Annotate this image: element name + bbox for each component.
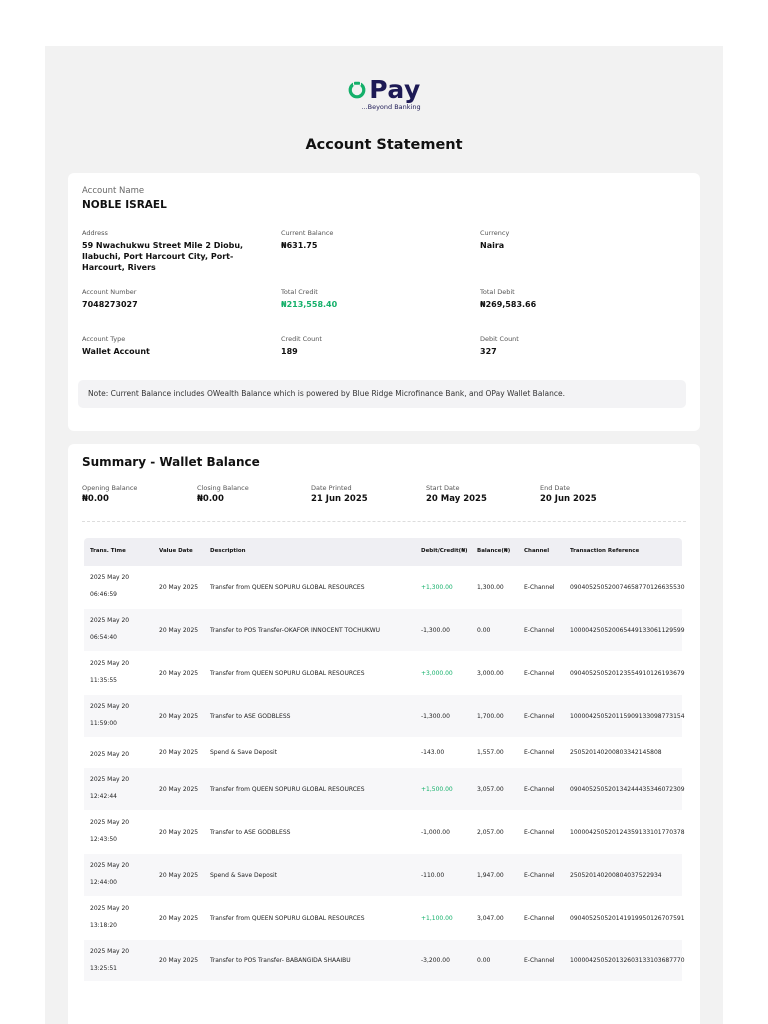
cell-amount: +1,500.00	[421, 785, 453, 793]
cell-transaction-reference: 250520140200803342145808	[570, 749, 662, 756]
cell-trans-time: 2025 May 20 06:54:40	[90, 617, 130, 641]
cell-description: Transfer from QUEEN SOPURU GLOBAL RESOURCES	[210, 669, 365, 677]
opening-balance-value: ₦0.00	[82, 494, 109, 504]
cell-transaction-reference: 100004250520065449133061129599	[570, 626, 685, 634]
cell-amount: -110.00	[421, 871, 445, 879]
logo-brand-text: Pay	[369, 75, 421, 104]
debit-count-label: Debit Count	[480, 335, 519, 343]
cell-trans-time: 2025 May 20 12:43:50	[90, 819, 130, 843]
header-value-date: Value Date	[159, 548, 193, 554]
cell-description: Transfer to ASE GODBLESS	[210, 712, 291, 720]
cell-channel: E-Channel	[524, 626, 555, 634]
opay-logo	[45, 76, 723, 111]
cell-trans-time: 2025 May 20 11:35:55	[90, 660, 130, 684]
opening-balance-label: Opening Balance	[82, 484, 138, 492]
account-details-card	[68, 173, 700, 431]
date-printed-label: Date Printed	[311, 484, 352, 492]
cell-transaction-reference: 100004250520115909133098773154	[570, 712, 685, 720]
cell-balance: 3,057.00	[477, 785, 504, 793]
cell-description: Transfer from QUEEN SOPURU GLOBAL RESOURCES	[210, 914, 365, 922]
end-date-label: End Date	[540, 484, 570, 492]
credit-count-value: 189	[281, 347, 298, 356]
cell-amount: -1,300.00	[421, 626, 450, 634]
cell-amount: -3,200.00	[421, 957, 450, 964]
logo-tagline: ...Beyond Banking	[361, 103, 421, 111]
table-row	[84, 695, 685, 738]
cell-trans-time: 2025 May 20 12:44:00	[90, 862, 130, 886]
cell-description: Transfer from QUEEN SOPURU GLOBAL RESOURCES	[210, 785, 365, 793]
cell-trans-time: 2025 May 20 13:18:20	[90, 905, 130, 929]
cell-balance: 0.00	[477, 626, 491, 634]
table-row	[84, 811, 685, 854]
cell-trans-time: 2025 May 20 12:42:44	[90, 776, 130, 800]
address-value: 59 Nwachukwu Street Mile 2 Diobu, Ilabuchi, Port Harcourt City, Port-Harcourt, Rivers	[82, 241, 244, 272]
total-credit-label: Total Credit	[281, 288, 318, 296]
closing-balance-value: ₦0.00	[197, 494, 224, 504]
current-balance-label: Current Balance	[281, 229, 334, 237]
table-row	[84, 738, 682, 768]
account-type-label: Account Type	[82, 335, 126, 343]
debit-count-value: 327	[480, 347, 497, 356]
currency-value: Naira	[480, 241, 505, 250]
transactions-table	[84, 538, 685, 982]
current-balance-value: ₦631.75	[281, 241, 318, 250]
cell-balance: 3,047.00	[477, 914, 504, 922]
cell-amount: -1,300.00	[421, 712, 450, 720]
total-credit-value: ₦213,558.40	[281, 300, 338, 309]
cell-value-date: 20 May 2025	[159, 749, 199, 756]
summary-title: Summary - Wallet Balance	[82, 455, 260, 469]
currency-label: Currency	[480, 229, 510, 237]
cell-transaction-reference: 090405250520074658770126635530	[570, 583, 685, 591]
cell-balance: 1,300.00	[477, 583, 504, 591]
cell-description: Spend & Save Deposit	[210, 749, 277, 756]
cell-value-date: 20 May 2025	[159, 828, 199, 836]
cell-description: Transfer to POS Transfer-OKAFOR INNOCENT TOCHUKWU	[210, 626, 381, 634]
cell-amount: -143.00	[421, 749, 445, 756]
cell-channel: E-Channel	[524, 871, 555, 879]
cell-trans-time: 2025 May 20	[90, 751, 130, 758]
date-printed-value: 21 Jun 2025	[311, 494, 368, 504]
table-row	[84, 897, 685, 940]
cell-channel: E-Channel	[524, 583, 555, 591]
table-row	[84, 609, 685, 652]
account-name: NOBLE ISRAEL	[82, 199, 167, 211]
cell-balance: 2,057.00	[477, 828, 504, 836]
table-row	[84, 768, 685, 811]
cell-value-date: 20 May 2025	[159, 871, 199, 879]
cell-transaction-reference: 090405250520134244435346072309	[570, 785, 685, 793]
cell-value-date: 20 May 2025	[159, 583, 199, 591]
summary-card	[68, 444, 700, 1024]
cell-value-date: 20 May 2025	[159, 785, 199, 793]
cell-transaction-reference: 100004250520124359133101770378	[570, 828, 685, 836]
cell-channel: E-Channel	[524, 828, 555, 836]
header-balance: Balance(₦)	[477, 548, 511, 554]
account-number-label: Account Number	[82, 288, 137, 296]
cell-balance: 1,557.00	[477, 749, 504, 756]
cell-balance: 3,000.00	[477, 669, 504, 677]
cell-transaction-reference: 250520140200804037522934	[570, 871, 662, 879]
header-trans-time: Trans. Time	[90, 548, 126, 554]
cell-balance: 0.00	[477, 957, 491, 964]
table-body	[84, 566, 685, 982]
end-date-value: 20 Jun 2025	[540, 494, 597, 504]
start-date-value: 20 May 2025	[426, 494, 487, 504]
statement-page	[45, 46, 723, 1024]
header-transaction-reference: Transaction Reference	[570, 548, 640, 554]
table-row	[84, 652, 685, 695]
cell-amount: +1,300.00	[421, 583, 453, 591]
cell-value-date: 20 May 2025	[159, 957, 199, 964]
cell-transaction-reference: 090405250520141919950126707591	[570, 914, 685, 922]
table-row	[84, 940, 685, 982]
cell-value-date: 20 May 2025	[159, 626, 199, 634]
cell-balance: 1,947.00	[477, 871, 504, 879]
cell-amount: -1,000.00	[421, 828, 450, 836]
total-debit-value: ₦269,583.66	[480, 300, 537, 309]
cell-value-date: 20 May 2025	[159, 669, 199, 677]
cell-balance: 1,700.00	[477, 712, 504, 720]
cell-description: Transfer from QUEEN SOPURU GLOBAL RESOURCES	[210, 583, 365, 591]
page-title: Account Statement	[305, 137, 463, 153]
header-channel: Channel	[524, 548, 550, 554]
summary-divider	[82, 521, 686, 522]
cell-channel: E-Channel	[524, 669, 555, 677]
cell-channel: E-Channel	[524, 914, 555, 922]
cell-value-date: 20 May 2025	[159, 712, 199, 720]
table-row	[84, 566, 685, 609]
table-header-row	[84, 538, 682, 566]
cell-transaction-reference: 100004250520132603133103687770	[570, 957, 685, 964]
account-name-label: Account Name	[82, 186, 145, 196]
cell-amount: +1,100.00	[421, 914, 453, 922]
table-row	[84, 854, 682, 897]
cell-trans-time: 2025 May 20 13:25:51	[90, 948, 130, 972]
cell-channel: E-Channel	[524, 957, 555, 964]
cell-description: Transfer to POS Transfer- BABANGIDA SHAAIBU	[210, 957, 351, 964]
cell-value-date: 20 May 2025	[159, 914, 199, 922]
account-type-value: Wallet Account	[82, 347, 150, 356]
balance-note: Note: Current Balance includes OWealth Balance which is powered by Blue Ridge Microfinance Bank, and OPay Wallet Balance.	[78, 380, 686, 408]
cell-amount: +3,000.00	[421, 669, 453, 677]
cell-channel: E-Channel	[524, 785, 555, 793]
cell-channel: E-Channel	[524, 712, 555, 720]
credit-count-label: Credit Count	[281, 335, 322, 343]
total-debit-label: Total Debit	[480, 288, 515, 296]
header-debit-credit: Debit/Credit(₦)	[421, 548, 468, 554]
opay-logo-icon	[347, 80, 367, 100]
cell-trans-time: 2025 May 20 11:59:00	[90, 703, 130, 727]
account-number-value: 7048273027	[82, 300, 138, 309]
cell-channel: E-Channel	[524, 749, 555, 756]
cell-transaction-reference: 090405250520123554910126193679	[570, 669, 685, 677]
cell-description: Spend & Save Deposit	[210, 871, 277, 879]
cell-description: Transfer to ASE GODBLESS	[210, 828, 291, 836]
cell-trans-time: 2025 May 20 06:46:59	[90, 574, 130, 598]
closing-balance-label: Closing Balance	[197, 484, 249, 492]
header-description: Description	[210, 548, 246, 554]
address-label: Address	[82, 229, 108, 237]
start-date-label: Start Date	[426, 484, 460, 492]
